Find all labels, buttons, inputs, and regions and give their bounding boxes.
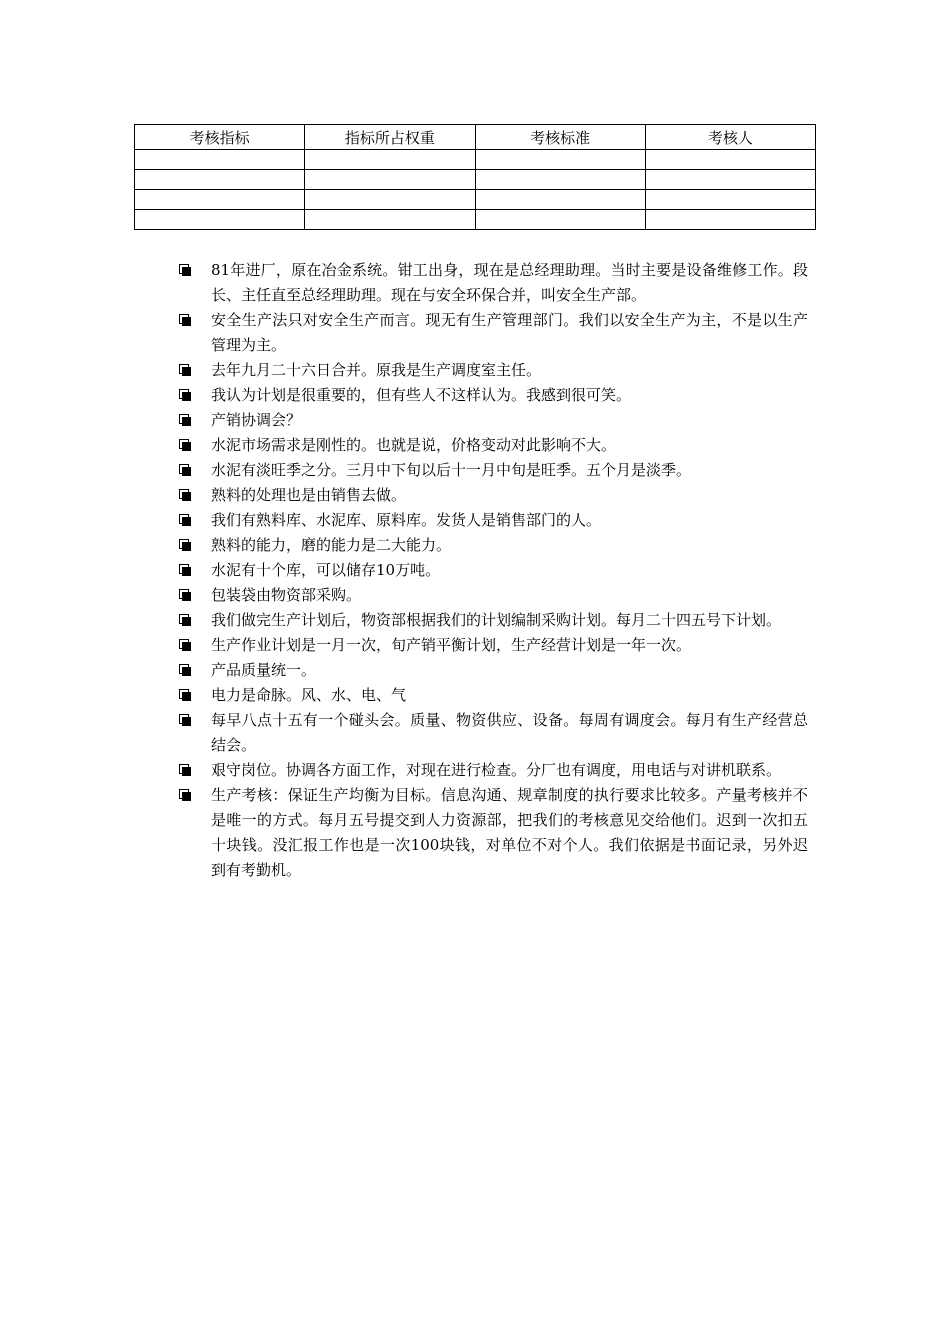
table-cell xyxy=(475,170,645,190)
table-row xyxy=(135,150,816,170)
list-item-text: 产销协调会？ xyxy=(211,411,302,429)
list-item xyxy=(178,308,808,358)
list-item-text: 电力是命脉。风、水、电、气 xyxy=(211,686,407,704)
header-cell-weight: 指标所占权重 xyxy=(305,125,475,150)
table-cell xyxy=(645,190,815,210)
table-header-row xyxy=(135,125,816,150)
table-cell xyxy=(135,170,305,190)
checkbox-bullet-icon xyxy=(179,389,189,399)
interview-notes-list xyxy=(178,258,808,883)
header-cell-assessor: 考核人 xyxy=(645,125,815,150)
table-cell xyxy=(305,190,475,210)
list-item xyxy=(178,383,808,408)
checkbox-bullet-icon xyxy=(179,364,189,374)
list-item xyxy=(178,508,808,533)
list-item xyxy=(178,558,808,583)
checkbox-bullet-icon xyxy=(179,514,189,524)
list-item xyxy=(178,483,808,508)
list-item-text: 水泥市场需求是刚性的。也就是说，价格变动对此影响不大。 xyxy=(211,436,617,454)
checkbox-bullet-icon xyxy=(179,539,189,549)
list-item-text: 安全生产法只对安全生产而言。现无有生产管理部门。我们以安全生产为主，不是以生产管理为主。 xyxy=(211,311,808,354)
list-item xyxy=(178,633,808,658)
list-item-text: 我们有熟料库、水泥库、原料库。发货人是销售部门的人。 xyxy=(211,511,602,529)
list-item xyxy=(178,758,808,783)
list-item-text: 生产考核：保证生产均衡为目标。信息沟通、规章制度的执行要求比较多。产量考核并不是唯一的方式。每月五号提交到人力资源部，把我们的考核意见交给他们。迟到一次扣五十块钱。没汇报工作也是一次100块钱，对单位不对个人。我们依据是书面记录，另外迟到有考勤机。 xyxy=(211,786,808,879)
list-item-text: 生产作业计划是一月一次，旬产销平衡计划，生产经营计划是一年一次。 xyxy=(211,636,692,654)
checkbox-bullet-icon xyxy=(179,639,189,649)
list-item xyxy=(178,408,808,433)
list-item xyxy=(178,608,808,633)
list-item xyxy=(178,433,808,458)
list-item-text: 艰守岗位。协调各方面工作，对现在进行检查。分厂也有调度，用电话与对讲机联系。 xyxy=(211,761,782,779)
table-cell xyxy=(475,150,645,170)
list-item-text: 水泥有淡旺季之分。三月中下旬以后十一月中旬是旺季。五个月是淡季。 xyxy=(211,461,692,479)
list-item-text: 熟料的处理也是由销售去做。 xyxy=(211,486,407,504)
checkbox-bullet-icon xyxy=(179,614,189,624)
list-item xyxy=(178,708,808,758)
assessment-table xyxy=(134,124,816,230)
table-row xyxy=(135,190,816,210)
list-item xyxy=(178,533,808,558)
checkbox-bullet-icon xyxy=(179,664,189,674)
list-item-text: 我认为计划是很重要的，但有些人不这样认为。我感到很可笑。 xyxy=(211,386,632,404)
table-cell xyxy=(645,210,815,230)
table-row xyxy=(135,170,816,190)
list-item-text: 熟料的能力，磨的能力是二大能力。 xyxy=(211,536,452,554)
list-item xyxy=(178,458,808,483)
checkbox-bullet-icon xyxy=(179,489,189,499)
list-item xyxy=(178,783,808,883)
table-cell xyxy=(475,210,645,230)
list-item-text: 产品质量统一。 xyxy=(211,661,317,679)
list-item xyxy=(178,258,808,308)
table-cell xyxy=(645,150,815,170)
list-item-text: 我们做完生产计划后，物资部根据我们的计划编制采购计划。每月二十四五号下计划。 xyxy=(211,611,782,629)
table-cell xyxy=(305,170,475,190)
header-cell-standard: 考核标准 xyxy=(475,125,645,150)
checkbox-bullet-icon xyxy=(179,564,189,574)
table-cell xyxy=(135,150,305,170)
checkbox-bullet-icon xyxy=(179,439,189,449)
list-item xyxy=(178,683,808,708)
list-item-text: 去年九月二十六日合并。原我是生产调度室主任。 xyxy=(211,361,542,379)
table-cell xyxy=(645,170,815,190)
list-item-text: 包装袋由物资部采购。 xyxy=(211,586,362,604)
checkbox-bullet-icon xyxy=(179,414,189,424)
list-item xyxy=(178,358,808,383)
list-item xyxy=(178,658,808,683)
table-cell xyxy=(135,190,305,210)
list-item-text: 水泥有十个库，可以储存10万吨。 xyxy=(211,561,441,579)
table-cell xyxy=(475,190,645,210)
checkbox-bullet-icon xyxy=(179,764,189,774)
checkbox-bullet-icon xyxy=(179,714,189,724)
checkbox-bullet-icon xyxy=(179,464,189,474)
checkbox-bullet-icon xyxy=(179,264,189,274)
table-cell xyxy=(305,150,475,170)
checkbox-bullet-icon xyxy=(179,789,189,799)
checkbox-bullet-icon xyxy=(179,689,189,699)
table-cell xyxy=(135,210,305,230)
table-body xyxy=(135,150,816,230)
list-item-text: 81年进厂，原在冶金系统。钳工出身，现在是总经理助理。当时主要是设备维修工作。段长、主任直至总经理助理。现在与安全环保合并，叫安全生产部。 xyxy=(211,261,808,304)
checkbox-bullet-icon xyxy=(179,314,189,324)
header-cell-indicator: 考核指标 xyxy=(135,125,305,150)
table-cell xyxy=(305,210,475,230)
checkbox-bullet-icon xyxy=(179,589,189,599)
list-item-text: 每早八点十五有一个碰头会。质量、物资供应、设备。每周有调度会。每月有生产经营总结会。 xyxy=(211,711,808,754)
list-item xyxy=(178,583,808,608)
table-row xyxy=(135,210,816,230)
